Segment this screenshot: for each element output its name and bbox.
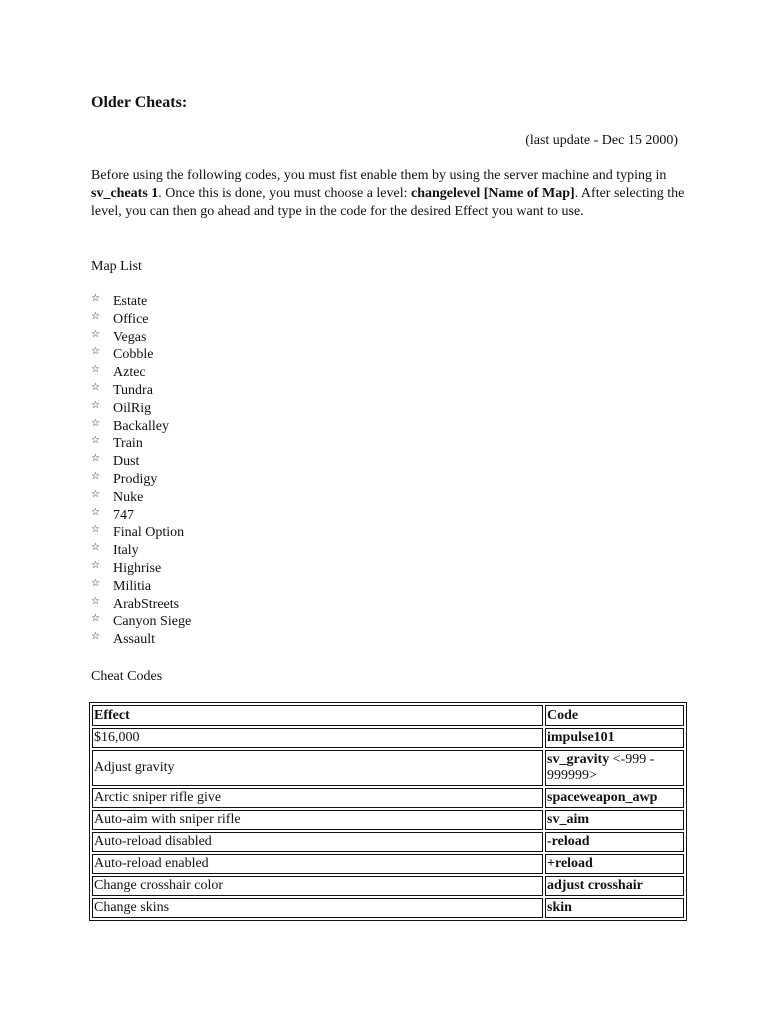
map-list-item (91, 364, 191, 382)
map-list-item (91, 578, 191, 596)
effect-cell: Change skins (92, 898, 543, 918)
table-row (92, 810, 684, 830)
star-bullet-icon: ☆ (91, 542, 100, 554)
star-bullet-icon: ☆ (91, 435, 100, 447)
map-list-item (91, 560, 191, 578)
map-list-item (91, 524, 191, 542)
code-text: impulse101 (547, 730, 615, 745)
code-cell (545, 876, 684, 896)
code-cell (545, 810, 684, 830)
intro-text-1: Before using the following codes, you must fist enable them by using the server machine and typing in (91, 168, 667, 183)
star-bullet-icon: ☆ (91, 310, 100, 322)
table-row (92, 750, 684, 786)
map-list-item (91, 596, 191, 614)
effect-cell: Adjust gravity (92, 750, 543, 786)
header-effect: Effect (92, 705, 543, 726)
map-list-item (91, 507, 191, 525)
map-list-item (91, 311, 191, 329)
effect-cell: $16,000 (92, 728, 543, 748)
table-row (92, 788, 684, 808)
map-name: Vegas (113, 329, 147, 345)
code-cell (545, 898, 684, 918)
star-bullet-icon: ☆ (91, 506, 100, 518)
code-text: sv_aim (547, 812, 589, 827)
code-cell (545, 788, 684, 808)
star-bullet-icon: ☆ (91, 364, 100, 376)
intro-command-changelevel: changelevel [Name of Map] (411, 186, 575, 201)
star-bullet-icon: ☆ (91, 328, 100, 340)
map-list-item (91, 382, 191, 400)
code-cell (545, 750, 684, 786)
table-row (92, 832, 684, 852)
code-cell (545, 728, 684, 748)
map-name: Assault (113, 632, 155, 648)
map-list-item (91, 613, 191, 631)
map-name: Cobble (113, 347, 154, 363)
map-name: 747 (113, 507, 134, 523)
map-name: Militia (113, 578, 152, 594)
map-name: Aztec (113, 365, 146, 381)
map-list-item (91, 471, 191, 489)
map-list-item (91, 329, 191, 347)
effect-cell: Auto-reload disabled (92, 832, 543, 852)
effect-cell: Auto-reload enabled (92, 854, 543, 874)
star-bullet-icon: ☆ (91, 577, 100, 589)
star-bullet-icon: ☆ (91, 488, 100, 500)
map-name: Prodigy (113, 471, 158, 487)
star-bullet-icon: ☆ (91, 293, 100, 304)
map-name: Train (113, 436, 143, 452)
star-bullet-icon: ☆ (91, 346, 100, 358)
table-row (92, 854, 684, 874)
table-row (92, 876, 684, 896)
effect-cell: Change crosshair color (92, 876, 543, 896)
map-name: OilRig (113, 400, 152, 416)
code-text: adjust crosshair (547, 878, 643, 893)
code-cell (545, 854, 684, 874)
map-list-item (91, 489, 191, 507)
table-row (92, 898, 684, 918)
header-code: Code (545, 705, 684, 726)
code-text: -reload (547, 834, 590, 849)
map-list-item (91, 346, 191, 364)
intro-paragraph (91, 167, 691, 221)
star-bullet-icon: ☆ (91, 453, 100, 465)
star-bullet-icon: ☆ (91, 524, 100, 536)
code-text: skin (547, 900, 572, 915)
code-extra: <-999 - 999999> (547, 752, 655, 783)
map-list-item (91, 400, 191, 418)
map-list (91, 293, 191, 649)
code-text: spaceweapon_awp (547, 790, 658, 805)
code-text: sv_gravity (547, 752, 610, 767)
star-bullet-icon: ☆ (91, 559, 100, 571)
table-header-row (92, 705, 684, 726)
star-bullet-icon: ☆ (91, 470, 100, 482)
map-list-item (91, 293, 191, 311)
map-name: Estate (113, 294, 148, 309)
cheat-codes-heading: Cheat Codes (91, 669, 163, 684)
map-name: Dust (113, 454, 140, 470)
star-bullet-icon: ☆ (91, 613, 100, 625)
map-name: Highrise (113, 560, 162, 576)
star-bullet-icon: ☆ (91, 417, 100, 429)
intro-text-3: . After selecting the level, you can then go ahead and type in the code for the desired Effect you want to use. (91, 186, 685, 219)
map-name: Backalley (113, 418, 169, 434)
code-text: +reload (547, 856, 593, 871)
table-row (92, 728, 684, 748)
map-list-item (91, 418, 191, 436)
intro-text-2: . Once this is done, you must choose a level: (158, 186, 412, 201)
map-name: Italy (113, 543, 139, 559)
intro-command-sv-cheats: sv_cheats 1 (91, 186, 159, 201)
effect-cell: Arctic sniper rifle give (92, 788, 543, 808)
map-name: Canyon Siege (113, 614, 192, 630)
effect-cell: Auto-aim with sniper rifle (92, 810, 543, 830)
map-list-item (91, 453, 191, 471)
star-bullet-icon: ☆ (91, 595, 100, 607)
cheat-codes-table (89, 702, 687, 921)
map-list-heading: Map List (91, 259, 142, 274)
map-name: Final Option (113, 525, 185, 541)
star-bullet-icon: ☆ (91, 399, 100, 411)
last-update: (last update - Dec 15 2000) (525, 133, 678, 148)
map-list-item (91, 435, 191, 453)
map-name: Office (113, 311, 149, 327)
map-list-item (91, 542, 191, 560)
map-name: Nuke (113, 489, 144, 505)
map-list-item (91, 631, 191, 649)
code-cell (545, 832, 684, 852)
page-title: Older Cheats: (91, 94, 188, 111)
map-name: Tundra (113, 382, 153, 398)
map-name: ArabStreets (113, 596, 180, 612)
star-bullet-icon: ☆ (91, 381, 100, 393)
star-bullet-icon: ☆ (91, 631, 100, 643)
